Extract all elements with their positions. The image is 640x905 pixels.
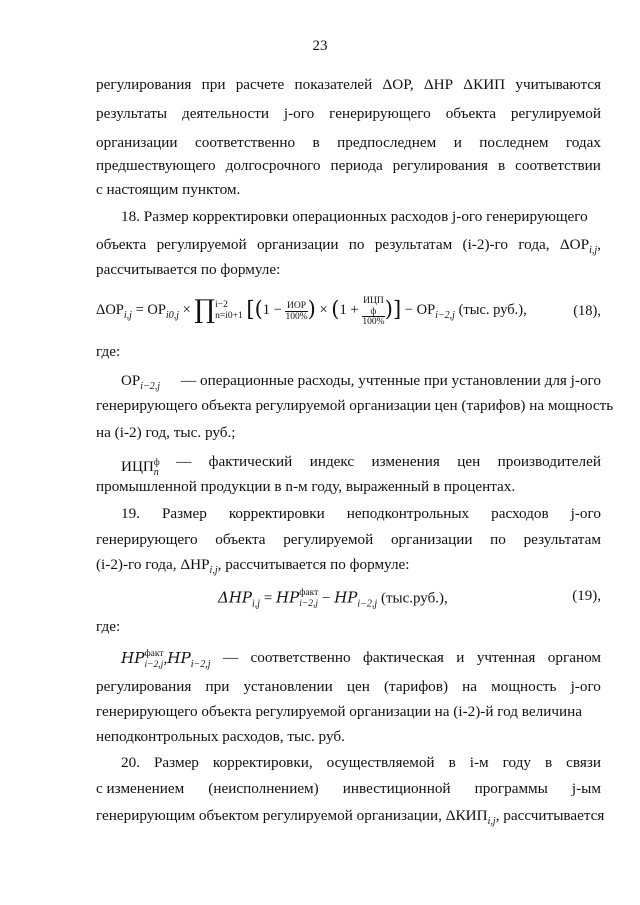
text-word: инвестиционной	[342, 780, 451, 797]
text-word: предпоследнем	[337, 134, 437, 151]
text-word: производителей	[497, 453, 601, 470]
formula-18	[96, 294, 601, 328]
p1-line4	[96, 156, 601, 176]
def-op-line2: генерирующего объекта регулируемой организации цен (тарифов) на мощность	[96, 397, 614, 414]
text-word: соответственно	[250, 649, 351, 666]
text-word: результатам	[523, 531, 601, 548]
text-word: в	[312, 134, 320, 151]
p1-line5: с настоящим пунктом.	[96, 181, 241, 198]
text-word: учитываются	[515, 76, 601, 93]
formula-19	[96, 582, 601, 614]
text-word: предшествующего	[96, 157, 216, 174]
text-word: организации	[256, 236, 339, 253]
delta-op-ij: $\Delta ОР_{i,j}$,	[559, 236, 601, 256]
hp-symbols: HP факт i−2,j $,HP_{i-2,j}$	[121, 648, 211, 670]
def-hp-line3: генерирующего объекта регулируемой организации на (i-2)-й год величина	[96, 703, 582, 720]
fraction-icp: ИЦП ф 100%	[362, 295, 385, 327]
p19-line1	[121, 504, 601, 524]
text-word: организации	[390, 531, 473, 548]
text-word: фактическая	[362, 649, 444, 666]
def-op-line1	[121, 371, 601, 397]
text-word: по	[348, 236, 365, 253]
text-word: регулирования	[96, 678, 192, 695]
text-word: соответствии	[515, 157, 601, 174]
text-word: —	[222, 649, 239, 666]
text-word: регулируемой	[283, 531, 374, 548]
text-word: индекс	[309, 453, 355, 470]
text-word: и	[453, 134, 462, 151]
delta-op-symbol: ΔОР,	[382, 76, 414, 93]
text-word: объекта	[445, 105, 496, 122]
text-word: на	[462, 678, 478, 695]
text-word: показателей	[294, 76, 373, 93]
text-word: корректировки	[228, 505, 325, 522]
text-word: последнем	[479, 134, 549, 151]
delta-kip-symbol: ΔКИП	[463, 76, 506, 93]
text-word: j-ого	[570, 505, 601, 522]
text-word: генерирующего	[96, 531, 198, 548]
delta-nr-symbol: ΔНР	[423, 76, 454, 93]
text-word: 19.	[121, 505, 140, 522]
text-word: с изменением	[96, 780, 185, 797]
text-word: j-ого	[283, 105, 315, 122]
text-word: в	[448, 754, 456, 771]
text-word: связи	[566, 754, 601, 771]
p1-line1	[96, 75, 601, 95]
p19-line2	[96, 530, 601, 550]
text-word: цен	[346, 678, 370, 695]
p19-line3: (i-2)-го года, $\Delta НР_{i,j}$, рассчитывается по формуле:	[96, 556, 410, 576]
p18-line3: рассчитывается по формуле:	[96, 261, 281, 278]
p20-line3: генерирующим объектом регулируемой организации, $\Delta КИП_{i,j}$, рассчитывается	[96, 807, 605, 827]
text-word: генерирующего	[329, 105, 431, 122]
text-word: деятельности	[182, 105, 269, 122]
formula-18-number: (18),	[573, 302, 601, 319]
text-word: Размер	[153, 754, 199, 771]
where-label-1: где:	[96, 343, 121, 360]
text-word: (тарифов)	[384, 678, 449, 695]
def-hp-line1	[121, 648, 601, 675]
p20-line1	[121, 753, 601, 773]
p20-line2	[96, 779, 601, 799]
p1-line3	[96, 133, 601, 153]
p18-line1: 18. Размер корректировки операционных расходов j-ого генерирующего	[121, 208, 588, 225]
text-word: мощность	[491, 678, 557, 695]
text-word: j-ым	[571, 780, 601, 797]
text-word: года,	[518, 236, 550, 253]
text-word: результаты	[96, 105, 168, 122]
formula-19-expression: $\Delta HP_{i,j}$ = HP факт i−2,j − $HP_{i-2,j}$ (тыс.руб.),	[218, 588, 448, 610]
p18-line2	[96, 235, 601, 261]
text-span: — операционные расходы, учтенные при установлении для j-ого	[181, 372, 601, 389]
text-word: программы	[474, 780, 548, 797]
text-word: результатам	[374, 236, 453, 253]
icp-symbol: $ИЦП^ф_n$	[121, 457, 160, 478]
text-word: при	[201, 76, 226, 93]
text-word: в	[544, 754, 553, 771]
text-word: изменения	[371, 453, 440, 470]
def-op-line3: на (i-2) год, тыс. руб.;	[96, 424, 236, 441]
def-hp-line2	[96, 677, 601, 697]
text-word: органом	[547, 649, 601, 666]
text-word: году	[502, 754, 531, 771]
text-word: корректировки,	[212, 754, 313, 771]
def-hp-line4: неподконтрольных расходов, тыс. руб.	[96, 728, 345, 745]
text-word: периода	[330, 157, 383, 174]
text-word: при	[205, 678, 230, 695]
text-word: неподконтрольных	[346, 505, 470, 522]
def-icp-line2: промышленной продукции в n-м году, выраженный в процентах.	[96, 478, 516, 495]
text-word: i-м	[469, 754, 489, 771]
text-word: расчете	[235, 76, 285, 93]
text-word: соответственно	[194, 134, 296, 151]
text-word: регулируемой	[510, 105, 601, 122]
text-word: учтенная	[476, 649, 536, 666]
text-word: регулирования	[96, 76, 192, 93]
page-number: 23	[312, 38, 328, 54]
text-word: долгосрочного	[225, 157, 321, 174]
delta-kip-ij: $\Delta КИП_{i,j}$	[445, 807, 496, 827]
text-word: годах	[565, 134, 601, 151]
text-word: объекта	[96, 236, 147, 253]
text-word: и	[456, 649, 465, 666]
op-prev-symbol: $ОР_{i-2,j}$	[121, 373, 160, 392]
text-word: осуществляемой	[326, 754, 435, 771]
formula-19-number: (19),	[572, 588, 601, 604]
text-word: регулируемой	[156, 236, 247, 253]
text-word: по	[490, 531, 506, 548]
text-word: (i-2)-го	[462, 236, 509, 253]
text-word: установлении	[243, 678, 333, 695]
text-word: в	[497, 157, 506, 174]
text-word: (неисполнением)	[208, 780, 319, 797]
text-word: объекта	[215, 531, 266, 548]
fraction-ior: $\frac{\text{ИОР}}{100\%}$	[285, 300, 308, 322]
text-word: организации	[96, 134, 178, 151]
text-word: цен	[457, 453, 481, 470]
where-label-2: где:	[96, 618, 121, 635]
product-symbol: ∏	[194, 295, 216, 326]
p1-line2	[96, 104, 601, 124]
text-word: Размер	[161, 505, 207, 522]
text-word: 20.	[121, 754, 140, 771]
text-word: j-ого	[570, 678, 601, 695]
text-word: расходов	[491, 505, 549, 522]
text-word: фактический	[208, 453, 293, 470]
text-word: регулирования	[392, 157, 488, 174]
formula-18-expression: $\Delta ОР_{i,j} = ОР_{i0,j}$ × ∏ i−2 n=i0+1 [(1 − $\frac{\text{ИОР}}{100\%}$ ) × (1 + ИЦП ф 100% )] − $ОР_{i-2,j}$ (тыс. руб.),	[96, 295, 527, 327]
text-word: —	[176, 453, 192, 470]
